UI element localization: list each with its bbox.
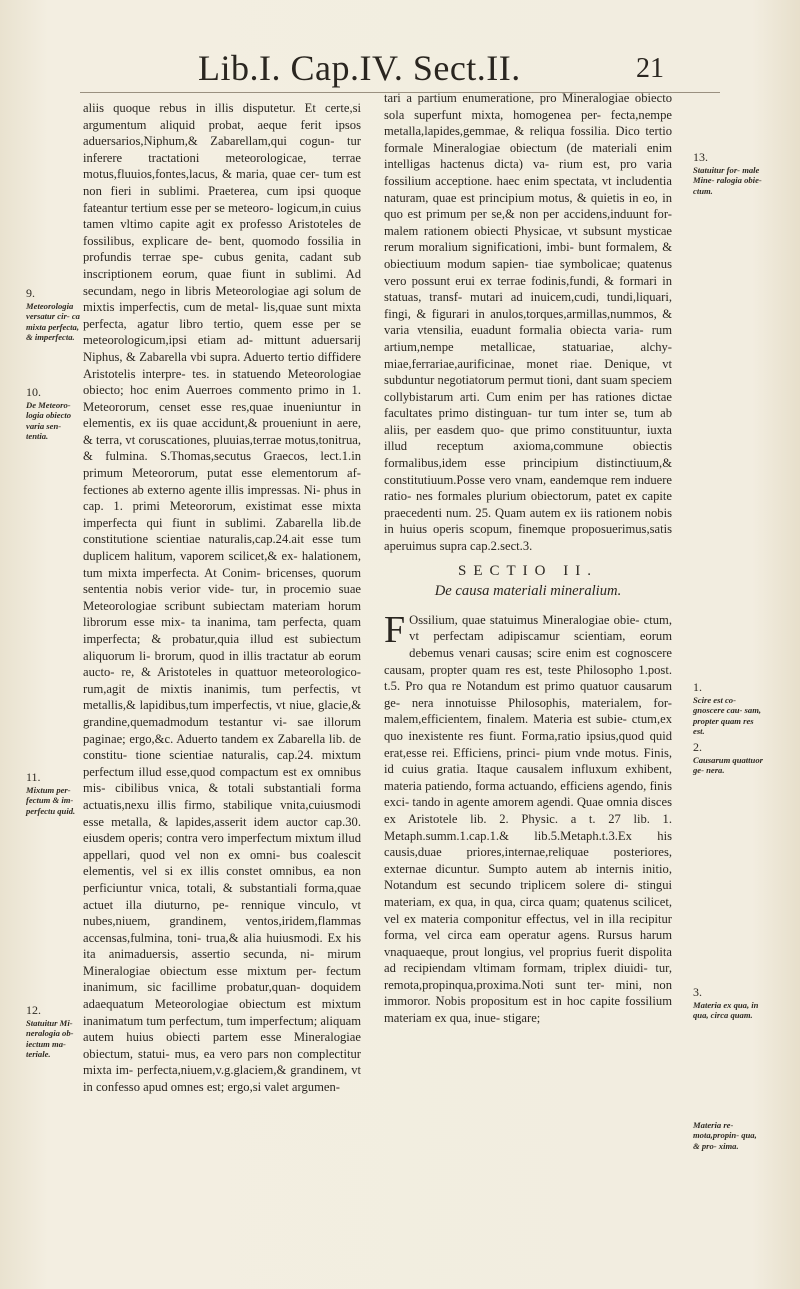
section-subtitle: De causa materiali mineralium. [434,583,622,600]
margin-note-s4: Materia re- mota,propin- qua, & pro- xima. [693,1120,757,1151]
left-column-text: aliis quoque rebus in illis disputetur. Et certe,si argumentum aliquid probat, aeque ferit ipsos aduersarios,Niphum,& Zabarellam,qui cogun- tur inferere tractationi meteorologicae, terrae motus,fluuios,fontes,lacus, & maria, quae cer- tum est non fieri in sublimi. Praeterea, cum ipsi quoque fateantur tertium esse per se meteoro- logicum,in cuius tamen vltimo capite agit ex professo Aristoteles de fossilibus, explicare de- bent, quomodo fossilia in profundis terrae spe- cubus genita, cadant sub inscriptionem eorum, quae fiunt in sublimi. Ad secundam, nego in libris Meteorologiae agi solum de mixtis imperfectis, cum de metal- lis,quae sunt mixta perfecta, agatur libro tertio, quem esse per se meteorologicum,ipsi etiam ad- mittunt aduersarij Niphus, & Zabarella vbi supra. Aduerto tertio diffidere Aristotelis interpre- tes. in statuendo Meteorologiae obiecto; hoc enim Auerroes commento primo in 1. Meteororum, censet esse res,quae inueniuntur in elementis, ex iis quae accidunt,& proueniunt in aere, & terra, vt coruscationes, pluuias,terrae motus,tonitrua, & fulmina. S.Thomas,secutus Graecos, lect.1.in primum Meteororum, putat esse elementorum af- fectiones ab externo agente illis impressas. Ni- phus in cap. 1. primi Meteororum, existimat esse mixta imperfecta qui fiunt in sublimi. Zabarella lib.de constitutione scientiae naturalis,cap.24.ait esse tum duplicem halitum, vaporem scilicet,& ex- halationem, tum mixta imperfecta. At Conim- bricenses, quorum sententia nobis verior vide- tur, in procemio suae Meteorologiae scribunt subiectam materiam horum librorum esse mix- ta inanima, tam perfecta, quam imperfecta; & probatur,quia illud est subiectum aliquorum li- brorum, quod in illis tractatur ab eorum aucto- re, & Aristoteles in quattuor meteorologico- rum,agit de mixtis inanimis, tum perfectis, vt metallis,& lapidibus,tum imperfectis, vt niue, glacie,& grandine,quemadmodum testantur vi- sae illorum paginae; ergo,&c. Aduerto tandem ex Zabarella lib. de constitu- tione scientiae naturalis, cap.24. mixtum perfectum illud esse,quod compactum est ex omnibus mis- cibilibus vnica, & totali substantiali forma actuatis,nexu illis firmo, stabilique vnita,cuiusmodi esse metalla, & lapides,asserit idem auctor cap.30. eiusdem operis; contra vero imperfectum mixtum illud appellari, quod vel non ex omni- bus coalescit elementis, vel si ex illis constet omnibus, ea non perficiuntur vnica, totali, & substantiali forma,quae actuet illa diuturno, pe- rennique vinculo, vt nubes,niuem, grandinem, ventos,iridem,flammas accensas,fulmina, toni- trua,& alia huiusmodi. Ex his ita animaduersis, assertio secunda, ni- mirum Mineralogiae obiectum esse mixtum per- fectum inanimum, sic facillime probatur,quan- doquidem adaequatum Meteorologiae obiectum est mixtum inanimatum tum perfectum, tum imperfectum; aliquam autem huius obiecti partem esse Mineralogiae obiectum, statui- mus, ea vero pars non complectitur mixta im- perfecta,niuem,v.g.glaciem,& grandinem, vt in confesso apud omnes est; ergo,si valet argumen- [83,101,361,1095]
margin-note-11: 11. Mixtum per- fectum & im- perfectu quid. [26,770,76,816]
running-header [0,48,800,88]
margin-note-s3: 3. Materia ex qua, in qua, circa quam. [693,985,759,1021]
header-title: Lib.I. Cap.IV. Sect.II. [198,48,521,88]
right-column-text-2 [384,608,672,1027]
margin-note-s1: 1. Scire est co- gnoscere cau- sam, propter quam res est. [693,680,762,737]
section-heading: SECTIO II. [458,562,598,579]
margin-note-13: 13. Statuitur for- male Mine- ralogia obie- ctum. [693,150,762,196]
page-number: 21 [636,53,664,84]
right-column-text-1: tari a partium enumeratione, pro Mineralogiae obiecto sola superfunt mixta, homogenea per- fecta,nempe metalla,lapides,gemmae, & reliqua fossilia. Dico tertio formale Mineralogiae obiectum (de materiali enim intelligas hactenus dicta) va- rium est, pro varia fossilium acceptione. haec enim spectata, vt includentia naturam, quae est principium motus, & quietis in eo, in quo est primum per se,& non per accidens,induunt for- malem rationem obiecti Physicae, vt subsunt mysticae rerum moralium significationi, imbi- bunt formalem, & obiectiuum modum sapien- tiae symbolicae; quatenus vero possunt erui ex terrae fodinis,fundi, & formari in statuas, transf- mutari ad inuicem,cudi, tundi,liquari, fingi, & figurari in anulos,torques,armillas,nummos, & varia vtensilia, euadunt formalia obiecta varia- rum artium,nempe metallicae, statuariae, alchy- miae,ferrariae,aurificinae, monet riae. Denique, vt subduntur negotiatorum permut tioni, dant suam speciem collybistarum arti. Cum enim per has rationes dictae facultates primo distinguan- tur tum inter se, tum ab aliis, per easdem quo- que primo constituuntur, iuxta illud receptum axioma,commune obiectis formalibus,idem esse principium distinctiuum,& constitutiuum.Posse vero vnam, eandemque rem induere ratio- nes formales plurium obiectorum, patet ex capite praecedenti num. 25. Quam autem ex iis rationem nobis in huius operis scopum, finemque proposuerimus,satis aperuimus supra cap.2.sect.3. [384,91,672,554]
margin-note-10: 10. De Meteoro- logia obiecto varia sen- tentia. [26,385,72,442]
margin-note-9: 9. Meteorologia versatur cir- ca mixta perfecta, & imperfecta. [26,286,80,343]
margin-note-s2: 2. Causarum quattuor ge- nera. [693,740,763,776]
drop-capital: F [384,608,406,651]
right-text-column [384,90,672,1027]
margin-note-12: 12. Statuitur Mi- neralogia ob- iectum ma- teriale. [26,1003,74,1060]
right-column-text-2-body: Ossilium, quae statuimus Mineralogiae obie- ctum, vt perfectam adipiscamur scientiam, eorum debemus venari causas; scire enim est cognoscere causam, propter quam res est, teste Philosopho 1.post. t.5. Pro qua re Notandum est primo quatuor causarum ge- nera innotuisse Philosophis, materialem, for- malem,efficientem, finalem. Materia est subie- ctum,ex quo inexistente res fiunt. Forma,ratio ipsius,quod quid erat,esse rei. Efficiens, princi- pium vnde motus. Finis, id cuius gratia. Itaque causalem influxum exhibent, materia patiendo, forma actuando, efficiens agendo, finis exci- tando in agente amorem agendi. Quae omnia disces ex Aristotele lib. 2. Physic. a t. 27 lib. 1. Metaph.summ.1.cap.1.& lib.5.Metaph.t.3.Ex his causis,duae priores,internae,reliquae posteriores, externae dicuntur. Sumpto autem ab internis initio, Notandum est secundo triplicem solere di- stingui materiam, ex qua, in qua, circa quam; quatenus scilicet, vel ex materia componitur effectus, vel in illa recipitur forma, vel circa eam operatur agens. Rursus harum vnaquaeque, prout longius, vel proprius fuerit dispolita ad recipiendam vltimam formam, triplex diuidi- tur, remota,propinqua,proxima.Noti sunt ter- mini, non immoror. Nobis propositum est in hoc capite fossilium materiam ex qua, inue- stigare; [384,612,672,1026]
left-text-column [83,100,361,1096]
